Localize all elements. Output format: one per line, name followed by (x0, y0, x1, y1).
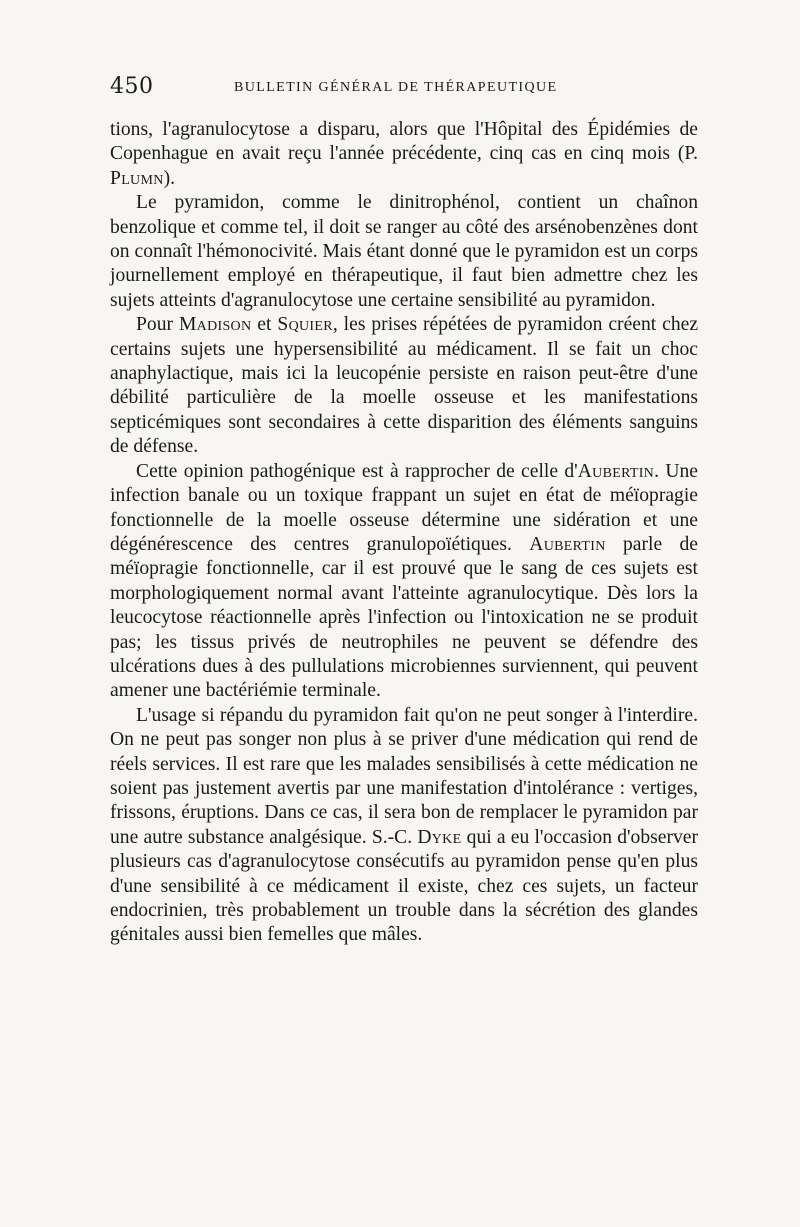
text-segment: tions, l'agranulocytose a disparu, alors que l'Hôpital des Épidémies de Copenhague en avait reçu l'année précédente, cinq cas en cinq mois (P. (110, 119, 698, 165)
text-segment: qui a eu l'occasion d'observer plusieurs cas d'agranulocytose consécutifs au pyramidon pense qu'en plus d'une sensibilité à ce médicament il existe, chez ces sujets, un facteur endocrinien, très probablement un trouble dans la sécrétion des glandes génitales aussi bien femelles que mâles. (110, 826, 698, 946)
page-number: 450 (110, 74, 154, 99)
journal-title: BULLETIN GÉNÉRAL DE THÉRAPEUTIQUE (234, 80, 558, 95)
text-segment: et (251, 314, 278, 336)
text-segment: , les prises répétées de pyramidon créent chez certains sujets une hypersensibilité au médicament. Il se fait un choc anaphylactique, mais ici la leucopénie persiste en raison peut-être d'une débilité particulière de la moelle osseuse et les manifestations septicémiques sont secondaires à cette disparition des éléments sanguins de défense. (110, 314, 699, 458)
author-name: Aubertin (577, 460, 655, 482)
text-segment: Cette opinion pathogénique est à rapprocher de celle d' (136, 460, 578, 482)
text-segment: ). (163, 167, 176, 189)
paragraph (110, 704, 698, 948)
author-name: Madison (178, 314, 252, 336)
body-text (110, 118, 698, 948)
paragraph (110, 460, 698, 704)
text-segment: Le pyramidon, comme le dinitrophénol, contient un chaînon benzolique et comme tel, il doit se ranger au côté des arsénobenzènes dont on connaît l'hémonocivité. Mais étant donné que le pyramidon est un corps journellement employé en thérapeutique, il faut bien admettre chez les sujets atteints d'agranulocytose une certaine sensibilité au pyramidon. (110, 192, 698, 311)
text-segment: L'usage si répandu du pyramidon fait qu'on ne peut songer à l'interdire. On ne peut pas songer non plus à se priver d'une médication qui rend de réels services. Il est rare que les malades sensibilisés à cette médication ne soient pas justement avertis par une manifestation d'intolérance : vertiges, frissons, éruptions. Dans ce cas, il sera bon de remplacer le pyramidon par une autre substance analgésique. S.-C. (110, 704, 698, 848)
text-segment: Pour (136, 314, 179, 336)
paragraph (110, 313, 698, 459)
author-name: Dyke (417, 826, 462, 848)
author-name: Aubertin (529, 533, 606, 555)
text-segment: . Une infection banale ou un toxique frappant un sujet en état de méïopragie fonctionnelle de la moelle osseuse détermine une sidération et une dégénérescence des centres granulopoïétiques. (110, 460, 698, 555)
text-segment: parle de méïopragie fonctionnelle, car il est prouvé que le sang de ces sujets est morphologiquement normal avant l'atteinte agranulocytique. Dès lors la leucocytose réactionnelle après l'infection ou l'intoxication ne se produit pas; les tissus privés de neutrophiles ne peuvent se défendre des ulcérations dues à des pullulations microbiennes surviennent, qui peuvent amener une bactériémie terminale. (110, 533, 698, 702)
author-name: Plumn (110, 167, 164, 189)
paragraph (110, 191, 698, 313)
paragraph (110, 118, 698, 191)
author-name: Squier (277, 314, 333, 336)
running-head (110, 70, 698, 110)
